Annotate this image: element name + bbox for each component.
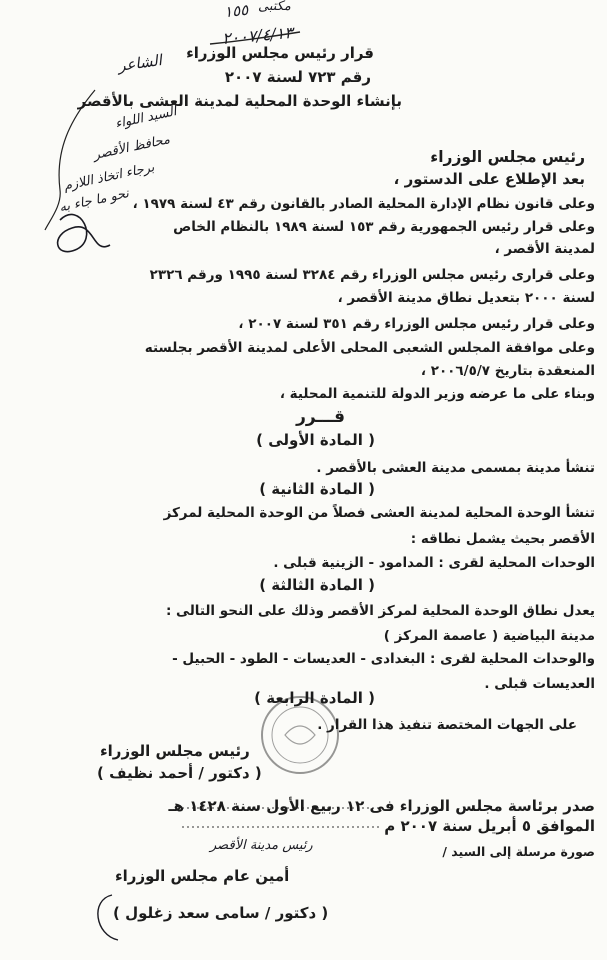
decree-subject: بإنشاء الوحدة المحلية لمدينة العشى بالأقصر bbox=[77, 92, 402, 110]
article-3-line-1: يعدل نطاق الوحدة المحلية لمركز الأقصر وذلك على النحو التالى : bbox=[165, 603, 595, 619]
handwritten-note-line-4: نحو ما جاء به bbox=[57, 186, 131, 216]
article-3-line-2: مدينة البياضية ( عاصمة المركز ) bbox=[383, 628, 595, 644]
issued-line-1: صدر برئاسة مجلس الوزراء فى ١٢ ربيع الأول سنة ١٤٢٨ هـ bbox=[168, 797, 595, 815]
after-review-line: بعد الإطلاع على الدستور ، bbox=[393, 170, 585, 188]
decree-title: قرار رئيس مجلس الوزراء bbox=[186, 44, 374, 62]
handwritten-margin-word: الشاعر bbox=[116, 51, 163, 75]
handwritten-top-word: مكتبى bbox=[258, 0, 291, 14]
handwritten-number: ١٥٥ bbox=[223, 0, 250, 22]
article-4-line-1: على الجهات المختصة تنفيذ هذا القرار . bbox=[317, 717, 577, 733]
copy-to-label: صورة مرسلة إلى السيد / bbox=[442, 844, 595, 859]
decision-word: قـــرر bbox=[296, 407, 345, 427]
article-1-heading: ( المادة الأولى ) bbox=[256, 431, 375, 449]
copy-to-recipient: رئيس مدينة الأقصر bbox=[210, 838, 313, 853]
decree-number: رقم ٧٢٣ لسنة ٢٠٠٧ bbox=[224, 68, 371, 86]
issued-line-2: الموافق ٥ أبريل سنة ٢٠٠٧ م bbox=[384, 817, 595, 835]
article-4-heading: ( المادة الرابعة ) bbox=[254, 689, 375, 707]
article-2-line-1: تنشأ الوحدة المحلية لمدينة العشى فصلاً من الوحدة المحلية لمركز bbox=[163, 505, 595, 521]
preamble-clause-9: وبناء على ما عرضه وزير الدولة للتنمية المحلية ، bbox=[279, 386, 595, 402]
signature-name: ( دكتور / أحمد نظيف ) bbox=[97, 764, 262, 782]
article-3-line-4: العديسات قبلى . bbox=[484, 676, 595, 692]
article-2-line-3: الوحدات المحلية لقرى : المدامود - الزينية قبلى . bbox=[273, 555, 595, 571]
preamble-clause-8: المنعقدة بتاريخ ٢٠٠٦/٥/٧ ، bbox=[420, 363, 595, 379]
preamble-clause-5: لسنة ٢٠٠٠ بتعديل نطاق مدينة الأقصر ، bbox=[337, 290, 595, 306]
article-1-line-1: تنشأ مدينة بمسمى مدينة العشى بالأقصر . bbox=[316, 460, 595, 476]
article-2-line-2: الأقصر بحيث يشمل نطاقه : bbox=[410, 531, 595, 547]
issuer-heading: رئيس مجلس الوزراء bbox=[430, 148, 585, 166]
handwritten-date: ٢٠٠٧/٤/١٣ bbox=[221, 22, 294, 49]
preamble-clause-1: وعلى قانون نظام الإدارة المحلية الصادر بالقانون رقم ٤٣ لسنة ١٩٧٩ ، bbox=[132, 196, 595, 212]
preamble-clause-6: وعلى قرار رئيس مجلس الوزراء رقم ٣٥١ لسنة ٢٠٠٧ ، bbox=[238, 316, 595, 332]
article-3-line-3: والوحدات المحلية لقرى : البغدادى - العديسات - الطود - الحبيل - bbox=[172, 651, 595, 667]
handwritten-note-line-1: السيد اللواء bbox=[113, 104, 178, 132]
article-3-heading: ( المادة الثالثة ) bbox=[259, 576, 375, 594]
secretary-title: أمين عام مجلس الوزراء bbox=[115, 867, 290, 885]
signature-title: رئيس مجلس الوزراء bbox=[100, 742, 250, 760]
article-2-heading: ( المادة الثانية ) bbox=[259, 480, 375, 498]
handwritten-note-line-2: محافظ الأقصر bbox=[92, 132, 172, 163]
preamble-clause-4: وعلى قرارى رئيس مجلس الوزراء رقم ٣٢٨٤ لسنة ١٩٩٥ ورقم ٢٣٢٦ bbox=[149, 267, 595, 283]
seal-stamp bbox=[262, 697, 338, 773]
preamble-clause-7: وعلى موافقة المجلس الشعبى المحلى الأعلى لمدينة الأقصر بجلسته bbox=[144, 340, 595, 356]
preamble-clause-3: لمدينة الأقصر ، bbox=[494, 241, 595, 257]
handwritten-note-line-3: برجاء اتخاذ اللازم bbox=[62, 160, 156, 195]
preamble-clause-2: وعلى قرار رئيس الجمهورية رقم ١٥٣ لسنة ١٩٨٩ بالنظام الخاص bbox=[173, 219, 595, 235]
secretary-name: ( دكتور / سامى سعد زغلول ) bbox=[113, 904, 329, 922]
